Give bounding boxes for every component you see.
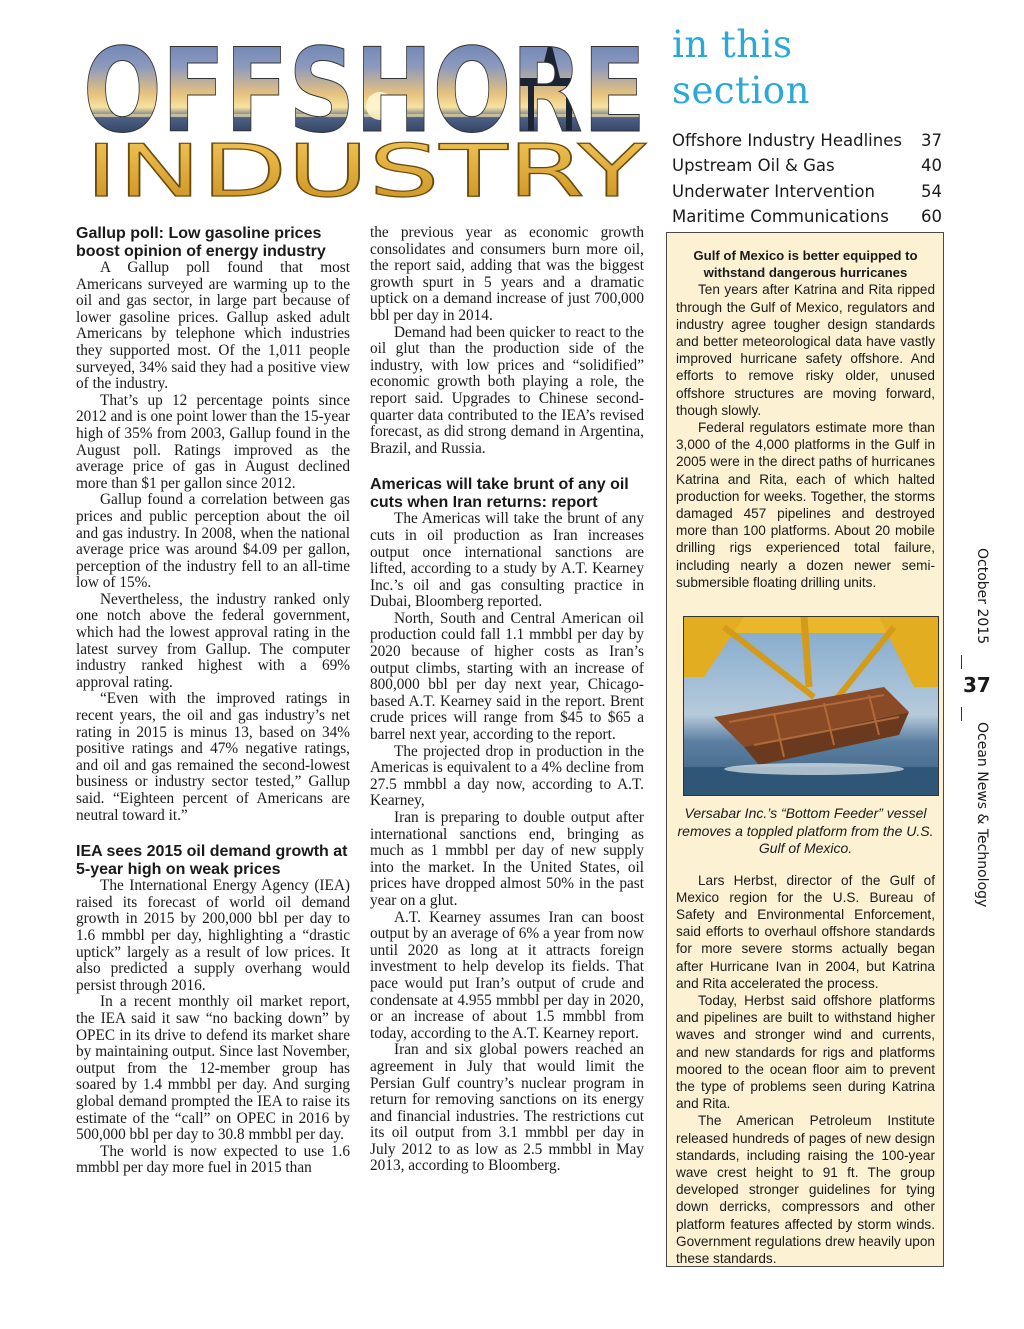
article-column-2 (370, 225, 644, 1175)
article-paragraph: North, South and Central American oil production could fall 1.1 mmbbl per day by 2020 because of higher costs as Iran’s output climbs, starting with an increase of 800,000 bbl per day next year, Chicago-based A.T. Kearney said in the report. Brent crude prices will range from $45 to $65 a barrel next year, according to the report. (370, 609, 644, 744)
toc-item[interactable] (672, 204, 942, 229)
toc-item-label: Offshore Industry Headlines (672, 131, 902, 150)
article-paragraph: The Americas will take the brunt of any cuts in oil production as Iran increases output once international sanctions are lifted, according to a study by A.T. Kearney Inc.’s oil and gas consulting practice in Dubai, Bloomberg reported. (370, 510, 644, 611)
article-paragraph: In a recent monthly oil market report, the IEA said it saw “no backing down” by OPEC in its drive to defend its market share by maintaining output. Since last November, output from the 12-member group has soared by 1.4 mmbbl per day. And surging global demand prompted the IEA to raise its estimate of the “call” on OPEC in 2016 by 500,000 bbl per day to 30.8 mmbbl per day. (76, 993, 350, 1144)
article-headline-americas: Americas will take brunt of any oil cuts when Iran returns: report (370, 476, 629, 511)
article-headline-gallup: Gallup poll: Low gasoline prices boost opinion of energy industry (76, 225, 326, 260)
issue-date (958, 548, 998, 668)
publication-name-text: Ocean News & Technology (974, 722, 990, 908)
sidebar-paragraph: Federal regulators estimate more than 3,000 of the 4,000 platforms in the Gulf in 2005 were in the direct paths of hurricanes Katrina and Rita, each of which halted production for weeks. Together, the storms damaged 457 pipelines and destroyed more than 100 platforms. About 20 mobile drilling rigs experienced total failure, including nearly a dozen newer semi-submersible floating drilling units. (676, 420, 935, 590)
article-paragraph: A.T. Kearney assumes Iran can boost output by an average of 6% a year from now until 2020 as long at it attracts foreign investment to help develop its fields. That pace would put Iran’s output of crude and condensate at 4.955 mmbbl per day in 2020, or an increase of about 1.5 mmbbl from today, according to the A.T. Kearney report. (370, 908, 644, 1042)
toc-item-page: 37 (921, 131, 942, 150)
toc-item-page: 60 (921, 206, 942, 226)
toc-item[interactable] (672, 153, 942, 178)
article-paragraph: The world is now expected to use 1.6 mmbbl per day more fuel in 2015 than (76, 1142, 350, 1177)
margin-divider (961, 707, 962, 721)
publication-name (958, 722, 998, 912)
margin-divider (961, 655, 962, 669)
article-paragraph: the previous year as economic growth consolidates and consumers burn more oil, the report said, adding that was the biggest growth spurt in 5 years and a dramatic uptick on a demand increase of just 700,000 bbl per day in 2014. (370, 224, 644, 324)
article-paragraph: Gallup found a correlation between gas prices and public perception about the oil and gas industry. In 2008, when the national average price was around $4.09 per gallon, perception of the industry fell to an all-time low of 15%. (76, 491, 350, 592)
article-column-1 (76, 225, 350, 1177)
photo-caption: Versabar Inc.’s “Bottom Feeder” vessel removes a toppled platform from the U.S. Gulf of Mexico. (677, 805, 934, 857)
toc-item-label: Underwater Intervention (672, 181, 875, 201)
article-paragraph: Nevertheless, the industry ranked only one notch above the federal government, which had the lowest approval rating in the latest survey from Gallup. The computer industry ranked highest with a 69% approval rating. (76, 590, 350, 691)
platform-removal-photo (683, 616, 939, 796)
sidebar-paragraph: Ten years after Katrina and Rita ripped through the Gulf of Mexico, regulators and industry agree tougher design standards and better meteorological data have vastly improved hurricane safety offshore. And efforts to remove risky older, unused offshore structures are moving forward, though slowly. (676, 282, 935, 418)
toc-item-page: 40 (921, 156, 942, 176)
article-paragraph: Iran and six global powers reached an agreement in July that would limit the Persian Gulf country’s nuclear program in return for removing sanctions on its energy and financial industries. The restrictions cut its oil output from 3.1 mmbbl per day in July 2012 to as low as 2.5 mmbbl in May 2013, according to Bloomberg. (370, 1041, 644, 1175)
article-paragraph: Demand had been quicker to react to the oil glut than the production side of the industry, with low prices and “solidified” economic growth both playing a role, the report said. Upgrades to Chinese second-quarter data contributed to the IEA’s revised forecast, as did strong demand in Argentina, Brazil, and Russia. (370, 323, 644, 457)
article-headline-iea: IEA sees 2015 oil demand growth at 5-year high on weak prices (76, 843, 348, 878)
sidebar-box (666, 232, 944, 1267)
toc-item-label: Maritime Communications (672, 206, 889, 226)
page-number: 37 (963, 673, 991, 697)
toc-item-page: 54 (921, 181, 942, 201)
toc-item[interactable] (672, 128, 942, 153)
article-paragraph: A Gallup poll found that most Americans surveyed are warming up to the oil and gas sector, in large part because of lower gasoline prices. Gallup asked adult Americans by telephone which industries they supported most. Of the 1,011 people surveyed, 34% said they had a positive view of the industry. (76, 259, 350, 393)
masthead-offshore: OFFSHORE (83, 28, 646, 159)
sidebar-headline: Gulf of Mexico is better equipped to withstand dangerous hurricanes (693, 248, 918, 281)
article-paragraph: “Even with the improved ratings in recent years, the oil and gas industry’s net rating in 2015 is minus 13, based on 34% positive ratings and 47% negative ratings, and oil and gas remained the second-lowest business or industry sector tested,” Gallup said. “Eighteen percent of Americans are neutral toward it.” (76, 690, 350, 824)
masthead-industry: INDUSTRY (85, 129, 648, 198)
sidebar-paragraph: The American Petroleum Institute released hundreds of pages of new design standards, including raising the 100-year wave crest height to 91 ft. The group developed stronger guidelines for tying down derricks, compressors and other platform features affected by storm winds. Government regulations drew heavily upon these standards. (676, 1113, 935, 1267)
issue-date-text: October 2015 (974, 548, 990, 645)
sidebar-paragraph: Today, Herbst said offshore platforms and pipelines are built to withstand higher waves and stronger wind and currents, and new standards for rigs and platforms moored to the ocean floor aim to prevent the type of problems seen during Katrina and Rita. (676, 992, 935, 1112)
sidebar-paragraph: Lars Herbst, director of the Gulf of Mexico region for the U.S. Bureau of Safety and Environmental Enforcement, said efforts to overhaul offshore standards for more severe storms actually began after Hurricane Ivan in 2004, but Katrina and Rita accelerated the process. (676, 872, 935, 991)
offshore-industry-logo (80, 28, 650, 198)
article-paragraph: The International Energy Agency (IEA) raised its forecast of world oil demand growth in 2015 by 200,000 bbl per day to 1.6 mmbbl per day, highlighting a “drastic uptick” largely as a result of low prices. It also predicted a supply overhang would persist through 2016. (76, 877, 350, 994)
toc-item-label: Upstream Oil & Gas (672, 156, 835, 176)
article-paragraph: The projected drop in production in the Americas is equivalent to a 4% decline from 27.5 mmbbl a day now, according to A.T. Kearney, (370, 742, 644, 810)
section-title: in this section (672, 23, 810, 112)
section-contents (672, 22, 942, 254)
masthead-logo (80, 28, 650, 198)
toc-item[interactable] (672, 179, 942, 204)
article-paragraph: Iran is preparing to double output after international sanctions end, bringing as much as 1 mmbbl per day of new supply into the market. In the United States, oil prices have dropped almost 50% in the past year on a glut. (370, 809, 644, 909)
photo-illustration (684, 617, 938, 795)
article-paragraph: That’s up 12 percentage points since 2012 and is one point lower than the 15-year high of 35% from 2003, Gallup found in the August poll. Ratings improved as the average price of gas in August declined more than $1 per gallon since 2012. (76, 391, 350, 492)
